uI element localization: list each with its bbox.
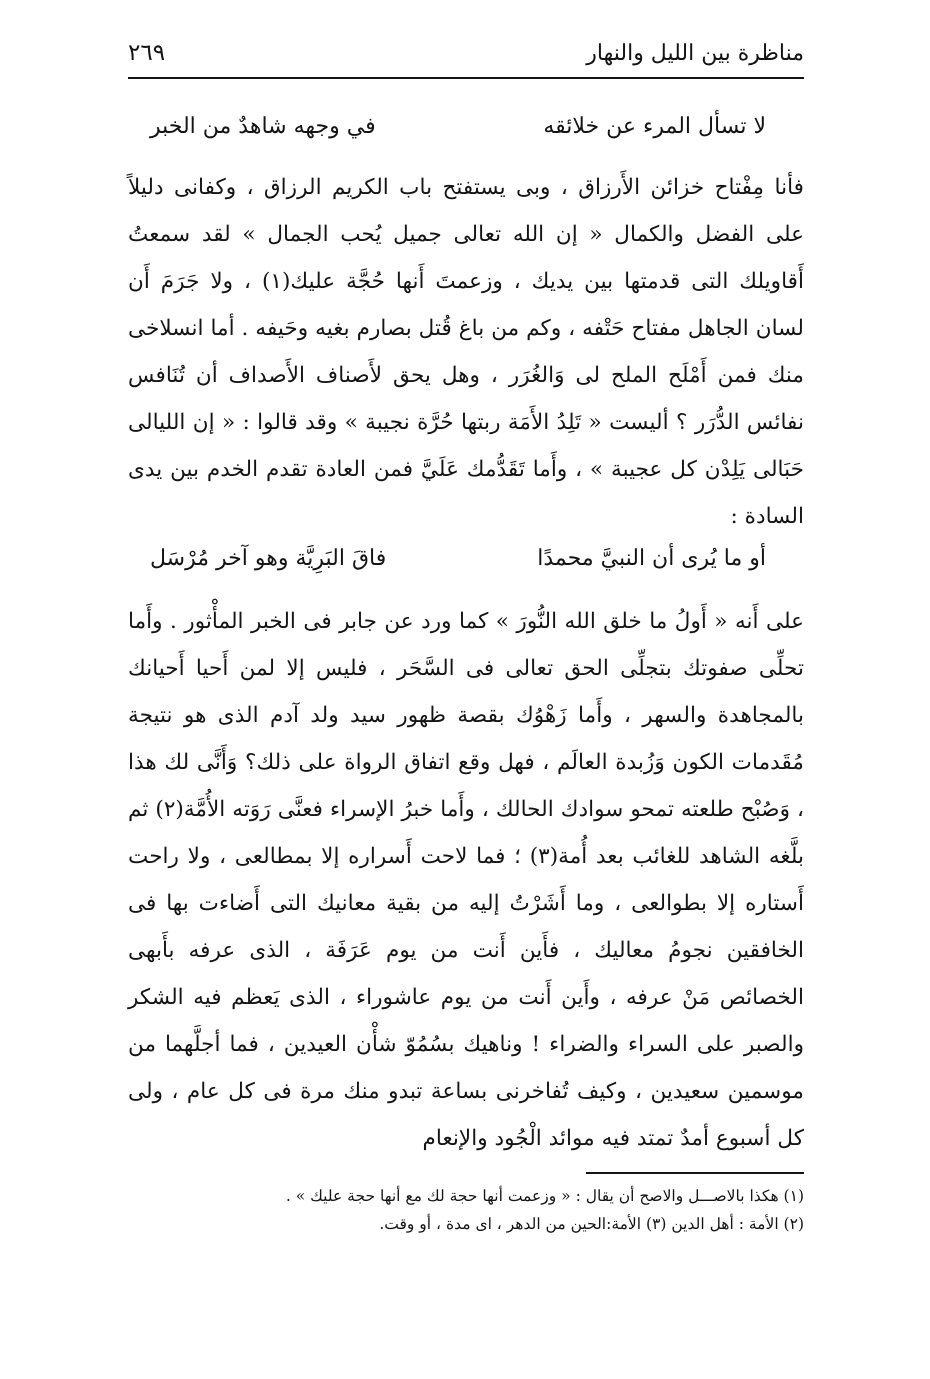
- verse-line-1: [150, 106, 766, 146]
- running-title: مناظرة بين الليل والنهار: [586, 40, 804, 66]
- paragraph-2: على أَنه « أَولُ ما خلق الله النُّورَ » كما ورد عن جابر فى الخبر المأْثور . وأَما تحلِّى صفوتك بتجلِّى الحق تعالى فى السَّحَر ، فليس إلا لمن أَحيا أَحيانك بالمجاهدة والسهر ، وأَما زَهْوُك بقصة ظهور سيد ولد آدم الذى هو نتيجة مُقَدمات الكون وَزُبدة العالَم ، فهل وقع اتفاق الرواة على ذلك؟ وَأَنَّى لك هذا ، وَصُبْح طلعته تمحو سوادك الحالك ، وأَما خبرُ الإسراء فعنَّى رَوَته الأُمَّة(٢) ثم بلَّغه الشاهد للغائب بعد أُمة(٣) ؛ فما لاحت أَسراره إلا بمطالعى ، ولا راحت أَستاره إلا بطوالعى ، وما أَشَرْتُ إليه من بقية معانيك التى أَضاءت بها فى الخافقين نجومُ معاليك ، فأَين أَنت من يوم عَرَفَة ، الذى عرفه بأَبهى الخصائص مَنْ عرفه ، وأَين أَنت من يوم عاشوراء ، الذى يَعظم فيه الشكر والصبر على السراء والضراء ! وناهيك بسُمُوّ شأْن العيدين ، فما أجلَّهما من موسمين سعيدين ، وكيف تُفاخرنى بساعة تبدو منك مرة فى كل عام ، ولى كل أسبوع أمدٌ تمتد فيه موائد الْجُود والإنعام: [128, 609, 804, 1151]
- footnote-2-3: (٢) الأمة : أهل الدين (٣) الأمة:الحين من الدهر ، اى مدة ، أو وقت.: [379, 1215, 804, 1233]
- footnote-1: (١) هكذا بالاصـــل والاصح أن يقال : « وزعمت أنها حجة لك مع أنها حجة عليك » .: [285, 1187, 804, 1205]
- running-header: [128, 30, 804, 76]
- verse-2-first-hemistich: أو ما يُرى أن النبيَّ محمدًا: [537, 545, 766, 571]
- verse-1-first-hemistich: لا تسأل المرء عن خلائقه: [543, 113, 766, 139]
- footnotes: [128, 1182, 804, 1238]
- verse-line-2: [150, 538, 766, 578]
- paragraph-1: فأنا مِفْتاح خزائن الأَرزاق ، وبى يستفتح باب الكريم الرزاق ، وكفانى دليلاً على الفضل والكمال « إن الله تعالى جميل يُحب الجمال » لقد سمعتُ أَقاويلك التى قدمتها بين يديك ، وزعمتَ أَنها حُجَّة عليك(١) ، ولا جَرَمَ أَن لسان الجاهل مفتاح حَتْفه ، وكم من باغ قُتل بصارم بغيه وحَيفه . أما انسلاخى منك فمن أَمْلَح الملح لى وَالغُرَر ، وهل يحق لأَصناف الأَصداف أن تُنَافس نفائس الدُّرَر ؟ أليست « تَلِدُ الأَمَة ربتها حُرَّة نجيبة » وقد قالوا : « إن الليالى حَبَالى يَلِدْن كل عجيبة » ، وأَما تَقَدُّمك عَلَيَّ فمن العادة تقدم الخدم بين يدى السادة :: [128, 175, 804, 529]
- footnote-rule: [586, 1172, 804, 1174]
- page-number: ٢٦٩: [128, 40, 166, 66]
- verse-1-second-hemistich: في وجهه شاهدٌ من الخبر: [150, 113, 376, 139]
- verse-2-second-hemistich: فاقَ البَرِيَّة وهو آخر مُرْسَل: [150, 545, 387, 571]
- header-rule: [128, 77, 804, 79]
